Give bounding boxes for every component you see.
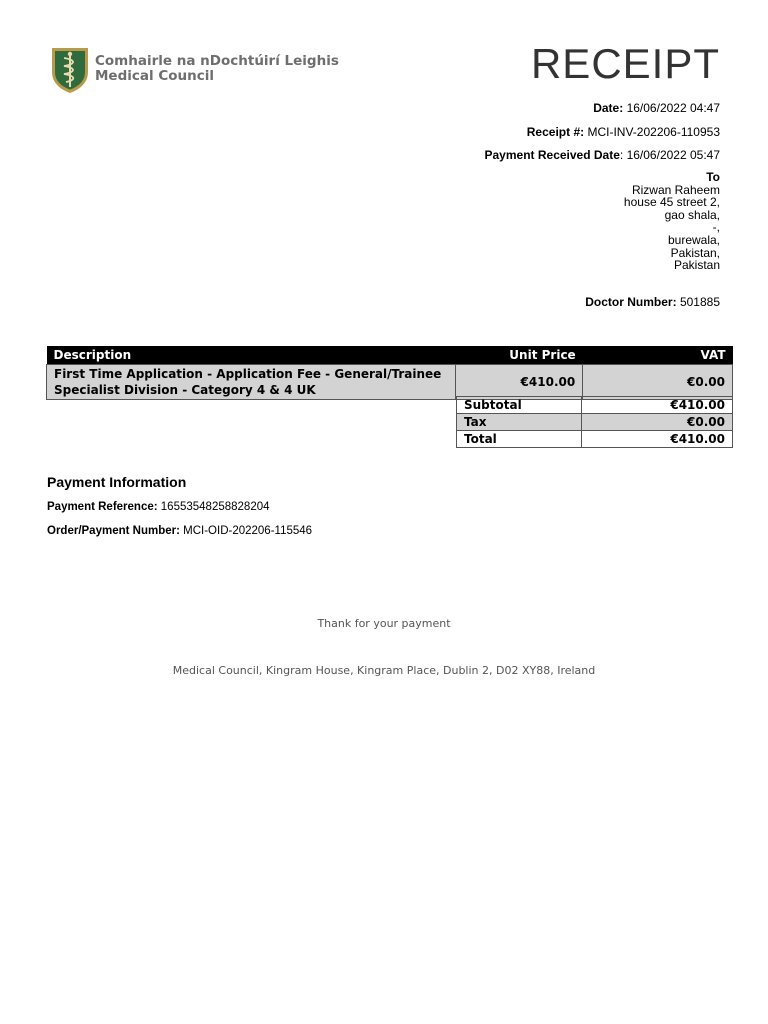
subtotal-label: Subtotal: [457, 397, 582, 414]
subtotal-value: €410.00: [582, 397, 733, 414]
order-number-label: Order/Payment Number:: [47, 525, 180, 537]
doctor-number-line: [585, 295, 720, 309]
address-line: -,: [712, 220, 720, 235]
payment-reference-value: 16553548258828204: [160, 501, 270, 513]
receipt-number-line: [527, 125, 720, 139]
tax-value: €0.00: [582, 414, 733, 431]
order-number-value: MCI-OID-202206-115546: [183, 525, 313, 537]
thank-you-note: Thank for your payment: [317, 617, 451, 630]
tax-label: Tax: [457, 414, 582, 431]
crest-shield-icon: [50, 46, 90, 94]
table-header-row: [47, 346, 733, 365]
line-items-table: [46, 346, 733, 400]
address-line: burewala,: [667, 232, 720, 247]
recipient-address: [624, 171, 720, 272]
address-line: gao shala,: [664, 207, 720, 222]
receipt-number-value: MCI-INV-202206-110953: [587, 125, 720, 139]
address-line: Rizwan Raheem: [631, 182, 720, 197]
recipient-label: To: [706, 170, 720, 184]
receipt-title: RECEIPT: [530, 40, 720, 87]
medical-council-logo: [50, 46, 339, 96]
date-label: Date:: [593, 101, 624, 115]
item-description: First Time Application - Application Fee - General/Trainee Specialist Division - Category 4 & 4 UK: [47, 365, 456, 400]
payment-reference-label: Payment Reference:: [47, 501, 158, 513]
date-value: 16/06/2022 04:47: [626, 101, 720, 115]
payment-received-value: : 16/06/2022 05:47: [619, 148, 720, 162]
total-row: [457, 431, 733, 448]
organisation-name: [95, 54, 339, 84]
unit-price-header: Unit Price: [456, 346, 583, 365]
vat-header: VAT: [583, 346, 733, 365]
item-unit-price: €410.00: [456, 365, 583, 400]
table-row: [47, 365, 733, 400]
payment-received-label: Payment Received Date: [484, 148, 620, 162]
footer-address: Medical Council, Kingram House, Kingram Place, Dublin 2, D02 XY88, Ireland: [172, 664, 596, 677]
receipt-number-label: Receipt #:: [526, 125, 585, 139]
address-line: Pakistan: [673, 258, 720, 273]
description-header: Description: [47, 346, 456, 365]
date-line: [593, 101, 720, 115]
tax-row: [457, 414, 733, 431]
order-number-line: [47, 525, 312, 537]
doctor-number-label: Doctor Number:: [585, 295, 677, 309]
address-line: Pakistan,: [670, 245, 720, 260]
total-value: €410.00: [582, 431, 733, 448]
payment-info-heading: Payment Information: [47, 474, 187, 490]
doctor-number-value: 501885: [679, 295, 720, 309]
subtotal-row: [457, 397, 733, 414]
payment-received-line: [485, 148, 721, 162]
org-name-english: Medical Council: [95, 68, 214, 84]
totals-table: [456, 396, 733, 448]
org-name-irish: Comhairle na nDochtúirí Leighis: [95, 53, 339, 69]
payment-reference-line: [47, 501, 270, 513]
address-line: house 45 street 2,: [623, 195, 720, 210]
total-label: Total: [457, 431, 582, 448]
item-vat: €0.00: [583, 365, 733, 400]
